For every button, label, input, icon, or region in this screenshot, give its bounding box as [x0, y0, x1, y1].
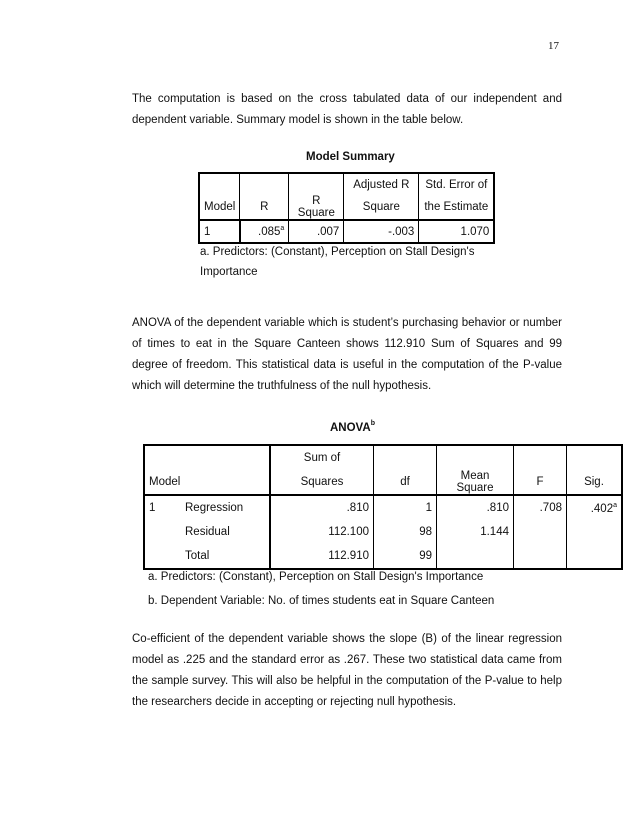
- cell-model: 1: [199, 220, 240, 243]
- page-number: 17: [548, 40, 559, 52]
- header-std-error-line2: the Estimate: [419, 195, 495, 220]
- cell-source: Total: [181, 544, 270, 569]
- cell-r: .085$^a$: [240, 220, 289, 243]
- anova-footnote-a: a. Predictors: (Constant), Perception on Stall Design's Importance: [148, 571, 484, 583]
- anova-paragraph: ANOVA of the dependent variable which is student’s purchasing behavior or number of times to eat in the Square Canteen shows 112.910 Sum of Squares and 99 degree of freedom. This statistical data is useful in the computation of the P-value which will determine the truthfulness of the null hypothesis.: [132, 317, 562, 392]
- cell-df: 1: [374, 495, 437, 520]
- cell-df: 99: [374, 544, 437, 569]
- header-sig: Sig.: [567, 470, 623, 495]
- cell-r-square: .007: [289, 220, 344, 243]
- cell-model: [144, 520, 181, 544]
- cell-sum-of-squares: 112.910: [270, 544, 374, 569]
- header-model: Model: [144, 470, 270, 495]
- header-model: Model: [199, 195, 240, 220]
- cell-sig: [567, 520, 623, 544]
- model-summary-title: Model Summary: [306, 151, 395, 163]
- cell-f: [514, 520, 567, 544]
- cell-f: .708: [514, 495, 567, 520]
- anova-title: ANOVA$^b$: [330, 420, 375, 434]
- cell-df: 98: [374, 520, 437, 544]
- cell-model: 1: [144, 495, 181, 520]
- coefficient-paragraph: Co-efficient of the dependent variable shows the slope (B) of the linear regression model as .225 and the standard error as .267. These two statistical data came from the sample survey. This will also be helpful in the computation of the P-value to help the researchers decide in accepting or rejecting null hypothesis.: [132, 633, 562, 708]
- cell-source: Residual: [181, 520, 270, 544]
- header-sum-of-squares-line2: Squares: [270, 470, 374, 495]
- cell-std-error: 1.070: [419, 220, 495, 243]
- anova-table: [143, 444, 623, 570]
- cell-mean-square: .810: [437, 495, 514, 520]
- cell-sum-of-squares: 112.100: [270, 520, 374, 544]
- cell-sum-of-squares: .810: [270, 495, 374, 520]
- footnote-marker: a: [280, 225, 285, 232]
- cell-sig: .402$^a$: [567, 495, 623, 520]
- header-r-square: R Square: [289, 195, 344, 220]
- cell-sig: [567, 544, 623, 569]
- cell-adjusted-r-square: -.003: [344, 220, 419, 243]
- header-df: df: [374, 470, 437, 495]
- header-r: R: [240, 195, 289, 220]
- anova-footnote-b: b. Dependent Variable: No. of times students eat in Square Canteen: [148, 595, 495, 607]
- header-adjusted-r-line2: Square: [344, 195, 419, 220]
- header-f: F: [514, 470, 567, 495]
- cell-source: Regression: [181, 495, 270, 520]
- model-summary-table: [198, 172, 495, 244]
- header-sum-of-squares-line1: Sum of: [270, 445, 374, 470]
- cell-mean-square: 1.144: [437, 520, 514, 544]
- header-std-error-line1: Std. Error of: [419, 173, 495, 195]
- anova-footnotes: [148, 565, 548, 613]
- model-summary-footnote: a. Predictors: (Constant), Perception on Stall Design's Importance: [200, 246, 475, 278]
- intro-paragraph: The computation is based on the cross tabulated data of our independent and dependent variable. Summary model is shown in the table below.: [132, 93, 562, 126]
- header-mean-square: Mean Square: [437, 470, 514, 495]
- footnote-marker: a: [613, 501, 617, 509]
- header-adjusted-r-line1: Adjusted R: [344, 173, 419, 195]
